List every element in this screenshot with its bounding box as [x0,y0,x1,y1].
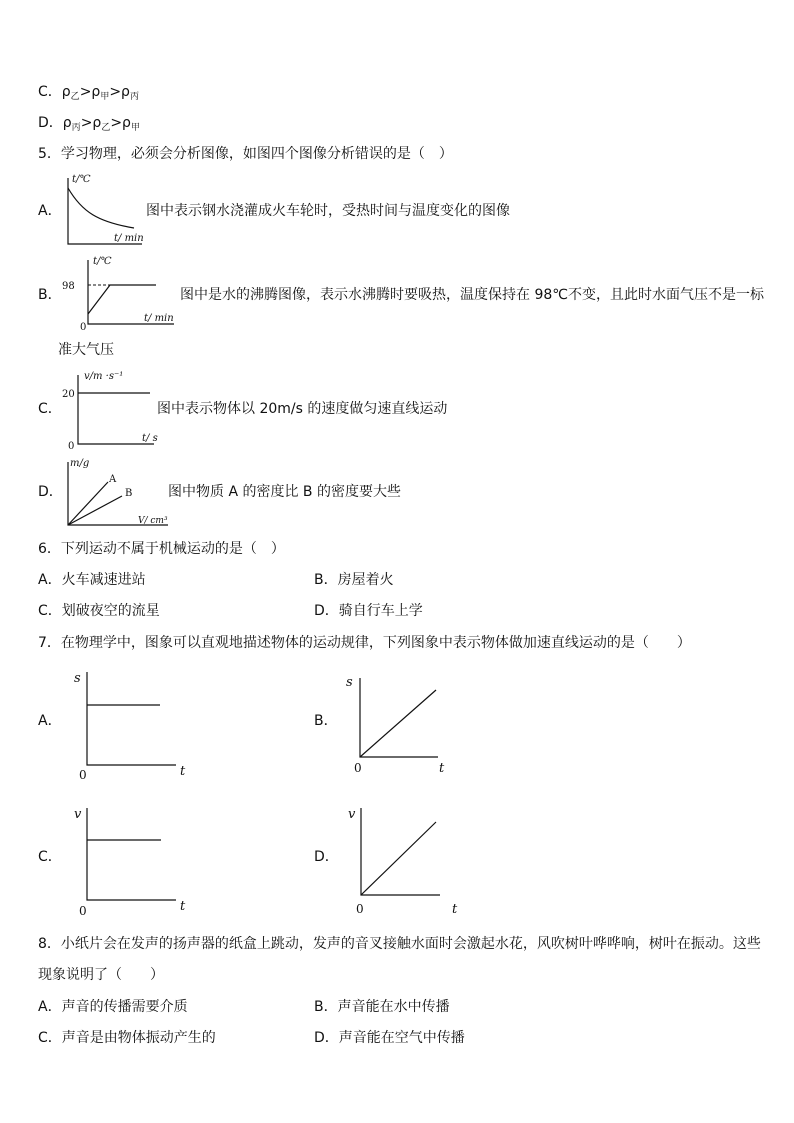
y-axis-label: s [346,675,353,690]
axes [87,672,176,765]
q4-option-d [38,113,140,138]
y-axis-label: v [348,807,356,822]
y-tick-label: 98 [62,281,75,292]
q5-option-a-label: A． [38,203,62,219]
q5-option-c-text: 图中表示物体以 20m/s 的速度做匀速直线运动 [157,401,448,417]
option-label: C． [38,1030,62,1046]
x-axis-label: t [439,761,445,776]
option-text: 划破夜空的流星 [61,603,160,619]
x-axis-label: t [180,764,186,779]
x-axis-label: t [452,902,458,917]
axes [87,808,176,900]
subscript: 乙 [70,92,80,102]
option-label: C． [38,603,62,619]
origin-label: 0 [356,902,364,916]
q5-option-a-text: 图中表示钢水浇灌成火车轮时，受热时间与温度变化的图像 [146,203,510,219]
q5-option-b-label: B． [38,287,62,303]
q8-option-a [38,997,188,1017]
line-b-label: B [125,488,133,499]
q6-stem: 6．下列运动不属于机械运动的是（ ） [38,541,285,557]
q6-option-c [38,601,160,621]
q4-option-c [38,82,139,107]
axes [360,678,438,757]
line-a-label: A [109,474,117,485]
q5-graph-c [58,367,168,453]
greater-rho: >ρ [79,84,101,100]
option-text: 火车减速进站 [61,572,146,588]
option-text: 声音是由物体振动产生的 [61,1030,216,1046]
rho-symbol: ρ [61,84,71,100]
subscript: 甲 [130,123,140,133]
q7-graph-a [70,664,200,784]
q6-option-d [314,601,423,621]
cooling-curve [68,188,134,228]
y-axis-label: v [74,807,82,822]
y-axis-label: t/℃ [72,174,91,185]
option-label: B． [314,572,338,588]
q5-option-d-text: 图中物质 A 的密度比 B 的密度要大些 [168,484,401,500]
subscript: 丙 [129,92,139,102]
option-text: 声音能在水中传播 [337,999,450,1015]
axes [361,808,440,895]
q6-option-b [314,570,394,590]
greater-rho: >ρ [110,115,131,131]
q7-option-c-label: C． [38,849,62,865]
q7-graph-c [70,800,200,920]
x-axis-label: t/ min [114,233,144,244]
x-axis-label: V/ cm³ [138,516,168,526]
q6-option-a [38,570,146,590]
option-label: A． [38,999,62,1015]
subscript: 乙 [101,123,111,133]
rho-symbol: ρ [62,115,72,131]
origin-label: 0 [68,441,75,452]
q5-graph-d [58,454,173,530]
greater-rho: >ρ [80,115,102,131]
option-text: 房屋着火 [337,572,394,588]
subscript: 丙 [71,123,81,133]
origin-label: 0 [79,768,87,782]
subscript: 甲 [100,92,110,102]
q5-option-b-text-cont: 准大气压 [58,342,114,358]
option-label: B． [314,999,338,1015]
q5-option-b-text: 图中是水的沸腾图像，表示水沸腾时要吸热，温度保持在 98℃不变，且此时水面气压不是一标 [180,287,764,303]
line-a [68,482,108,525]
y-axis-label: m/g [70,458,90,469]
proportional-line [361,822,436,895]
origin-label: 0 [80,322,87,333]
origin-label: 0 [354,761,362,775]
line-b [68,496,122,525]
origin-label: 0 [79,904,87,918]
q5-graph-a [58,170,148,248]
q5-stem: 5．学习物理，必须会分析图像，如图四个图像分析错误的是（ ） [38,146,453,162]
q5-option-c-label: C． [38,401,62,417]
q7-option-a-label: A． [38,713,62,729]
option-label: C． [38,84,62,100]
option-label: A． [38,572,62,588]
q8-option-b [314,997,450,1017]
y-axis-label: t/℃ [93,256,112,267]
boiling-curve [88,285,156,314]
q5-option-d-label: D． [38,484,63,500]
option-text: 声音的传播需要介质 [61,999,188,1015]
q8-stem-line1: 8．小纸片会在发声的扬声器的纸盒上跳动，发声的音叉接触水面时会激起水花，风吹树叶哗哗响，树叶在振动。这些 [38,936,761,952]
option-label: D． [314,1030,339,1046]
option-label: D． [314,603,339,619]
q7-graph-b [344,672,454,782]
greater-rho: >ρ [109,84,130,100]
q7-stem: 7．在物理学中，图象可以直观地描述物体的运动规律，下列图象中表示物体做加速直线运动的是（ ） [38,635,691,651]
option-text: 骑自行车上学 [338,603,423,619]
x-axis-label: t/ s [142,433,158,444]
y-axis-label: v/m ·s⁻¹ [84,371,124,382]
y-tick-label: 20 [62,389,75,400]
q8-option-c [38,1028,216,1048]
q7-option-b-label: B． [314,713,338,729]
x-axis-label: t/ min [144,313,174,324]
q7-graph-d [344,800,458,920]
y-axis-label: s [74,671,81,686]
q5-graph-b [58,252,178,332]
q8-option-d [314,1028,465,1048]
proportional-line [360,690,436,757]
option-text: 声音能在空气中传播 [338,1030,465,1046]
q8-stem-line2: 现象说明了（ ） [38,967,164,983]
option-label: D． [38,115,63,131]
x-axis-label: t [180,899,186,914]
q7-option-d-label: D． [314,849,339,865]
